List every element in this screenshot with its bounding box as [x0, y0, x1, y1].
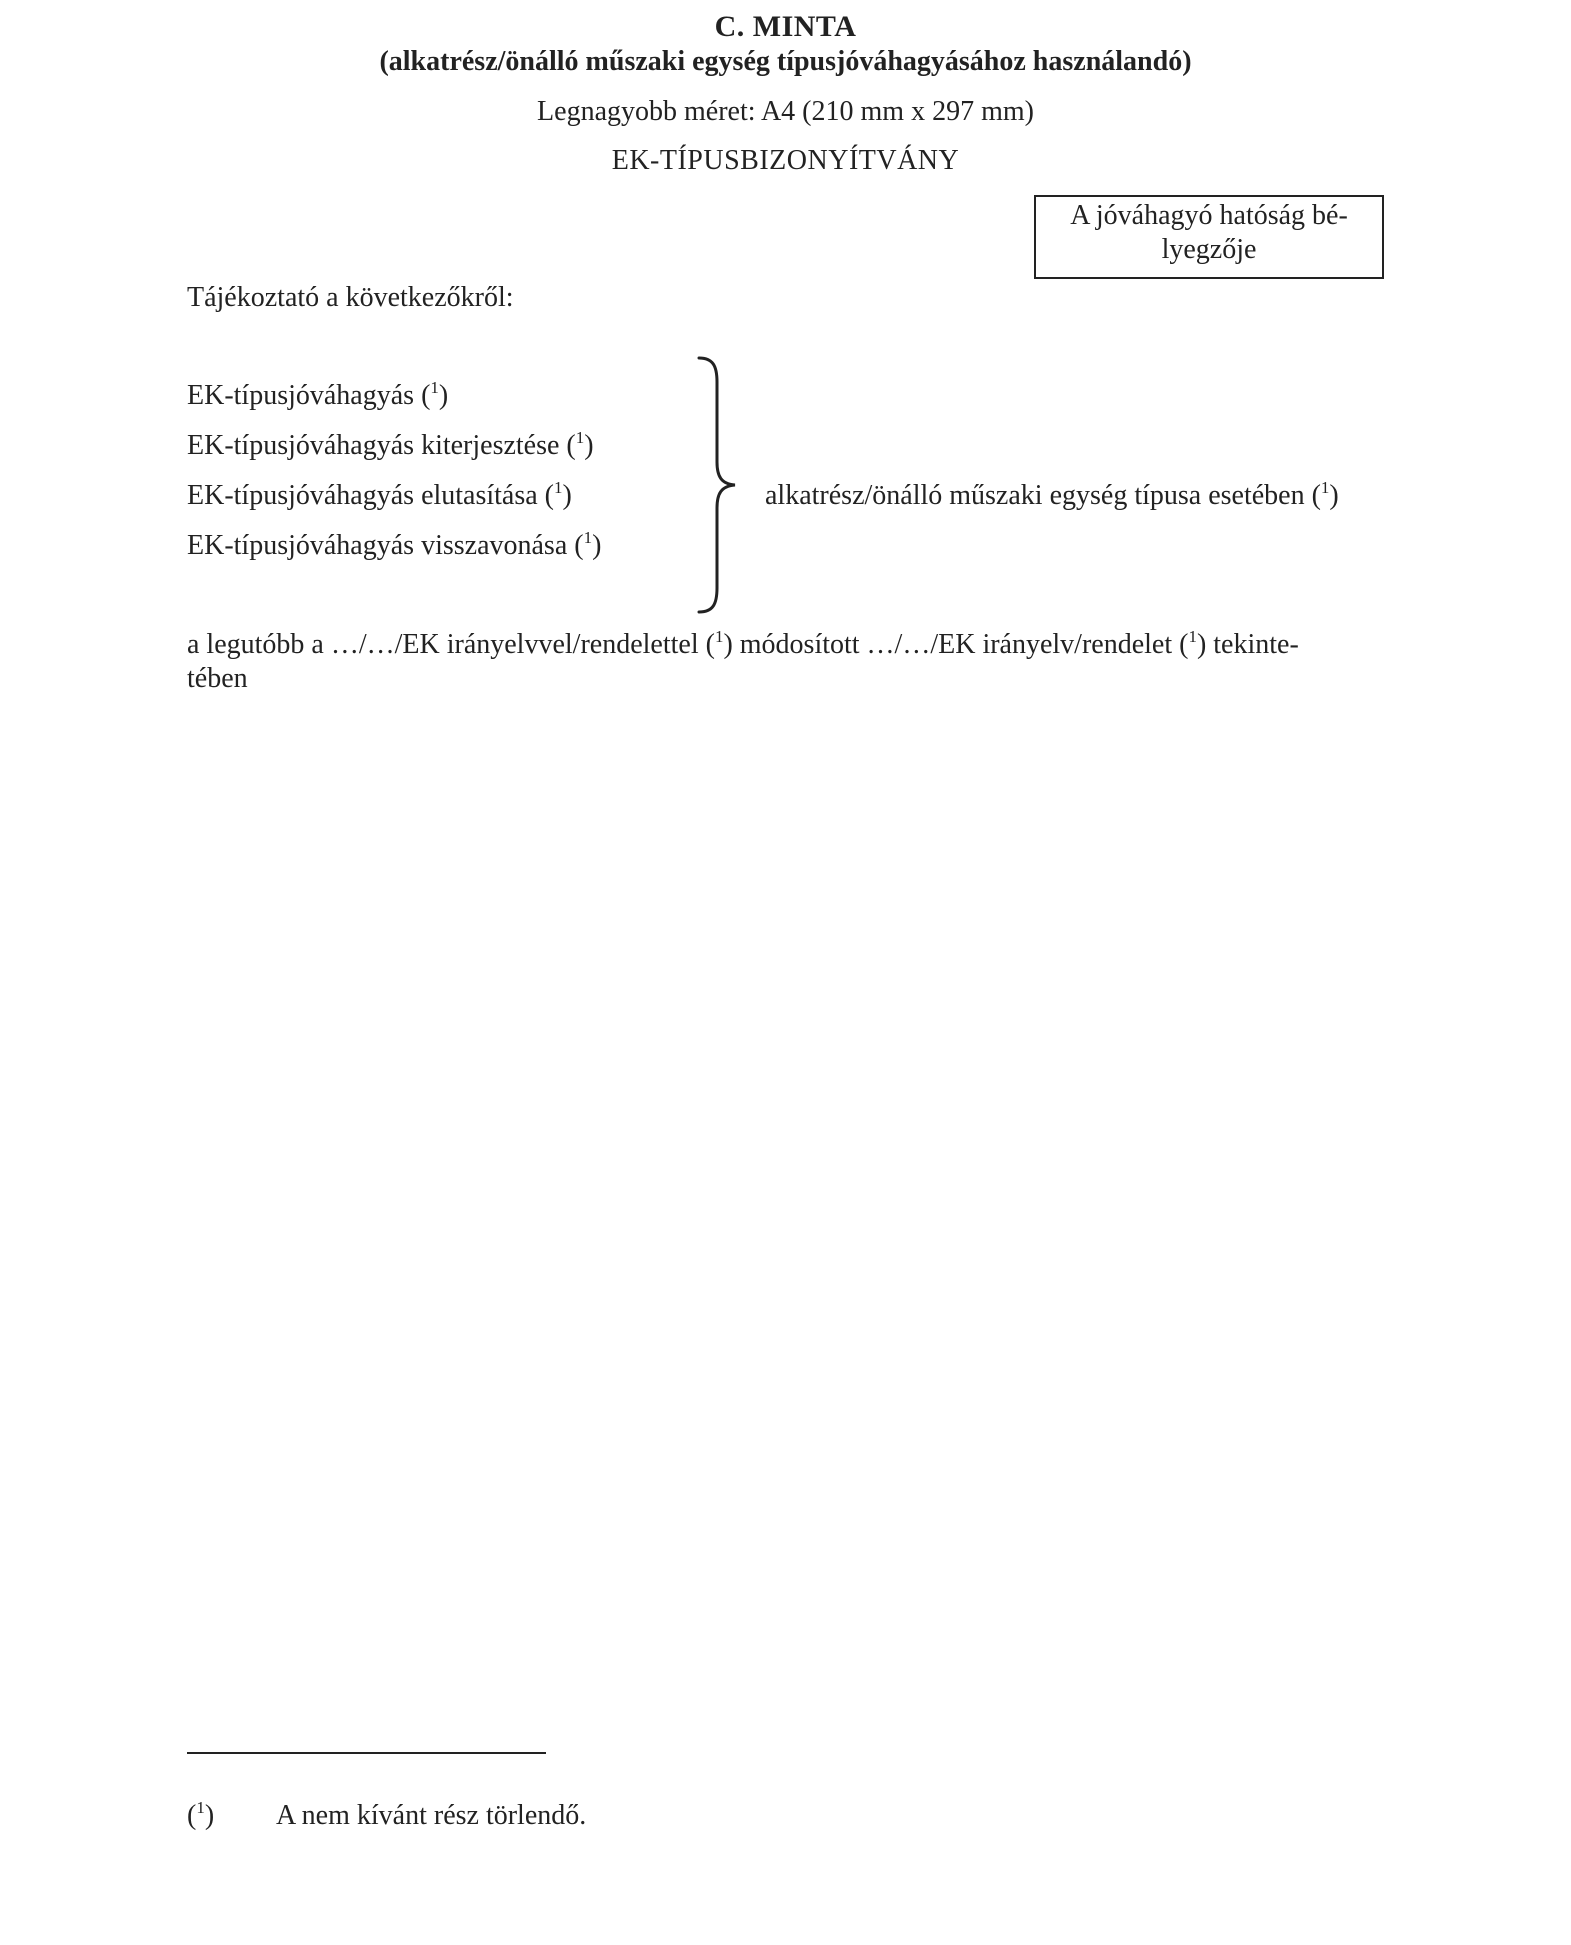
- footnote-marker-open: (: [187, 1800, 197, 1831]
- stamp-box-line2: lyegzője: [1161, 234, 1257, 265]
- component-type-label: [765, 480, 1339, 512]
- component-type-text: alkatrész/önálló műszaki egység típusa esetében (: [765, 480, 1321, 511]
- approval-item-close: ): [592, 530, 602, 561]
- footnote-ref: 1: [575, 428, 585, 447]
- approval-item: [187, 430, 594, 462]
- footnote-marker-number: 1: [196, 1798, 205, 1817]
- footnote-ref: 1: [430, 378, 439, 397]
- size-line: Legnagyobb méret: A4 (210 mm x 297 mm): [537, 96, 1034, 127]
- paragraph-line2: tében: [187, 663, 248, 694]
- approval-item: [187, 380, 448, 412]
- footnote-text: A nem kívánt rész törlendő.: [276, 1800, 587, 1831]
- document-subtitle: (alkatrész/önálló műszaki egység típusjóváhagyásához használandó): [379, 46, 1192, 77]
- stamp-box: [1034, 195, 1384, 279]
- curly-brace: [693, 356, 743, 614]
- approval-item-label: EK-típusjóváhagyás visszavonása (: [187, 530, 584, 561]
- approval-item-label: EK-típusjóváhagyás (: [187, 380, 431, 411]
- footnote-ref: 1: [554, 478, 563, 497]
- approval-item-close: ): [438, 380, 449, 411]
- approval-item-label: EK-típusjóváhagyás elutasítása (: [187, 480, 555, 511]
- footnote-ref: 1: [1188, 627, 1197, 646]
- footnote-ref: 1: [583, 528, 593, 547]
- paragraph-text-2: ) módosított …/…/EK irányelv/rendelet (: [723, 629, 1189, 660]
- approval-item-label: EK-típusjóváhagyás kiterjesztése (: [187, 430, 576, 461]
- document-title: C. MINTA: [714, 10, 857, 43]
- footnote-ref: 1: [1320, 478, 1330, 497]
- footnote-ref: 1: [714, 627, 724, 646]
- component-type-close: ): [1329, 480, 1339, 511]
- footnote-marker: [187, 1800, 214, 1832]
- approval-item-close: ): [584, 430, 594, 461]
- approval-item-close: ): [562, 480, 572, 511]
- footnote-divider: [187, 1752, 546, 1754]
- info-label: Tájékoztató a következőkről:: [187, 282, 514, 313]
- directive-paragraph: [187, 628, 1387, 696]
- approval-item: [187, 480, 572, 512]
- stamp-box-line1: A jóváhagyó hatóság bé-: [1070, 200, 1348, 231]
- certificate-title: EK-TÍPUSBIZONYÍTVÁNY: [611, 145, 960, 176]
- paragraph-text-1: a legutóbb a …/…/EK irányelvvel/rendelettel (: [187, 629, 715, 660]
- paragraph-line1: [187, 628, 1387, 662]
- approval-item: [187, 530, 601, 562]
- footnote-marker-close: ): [204, 1800, 215, 1831]
- paragraph-text-3: ) tekinte-: [1196, 629, 1299, 660]
